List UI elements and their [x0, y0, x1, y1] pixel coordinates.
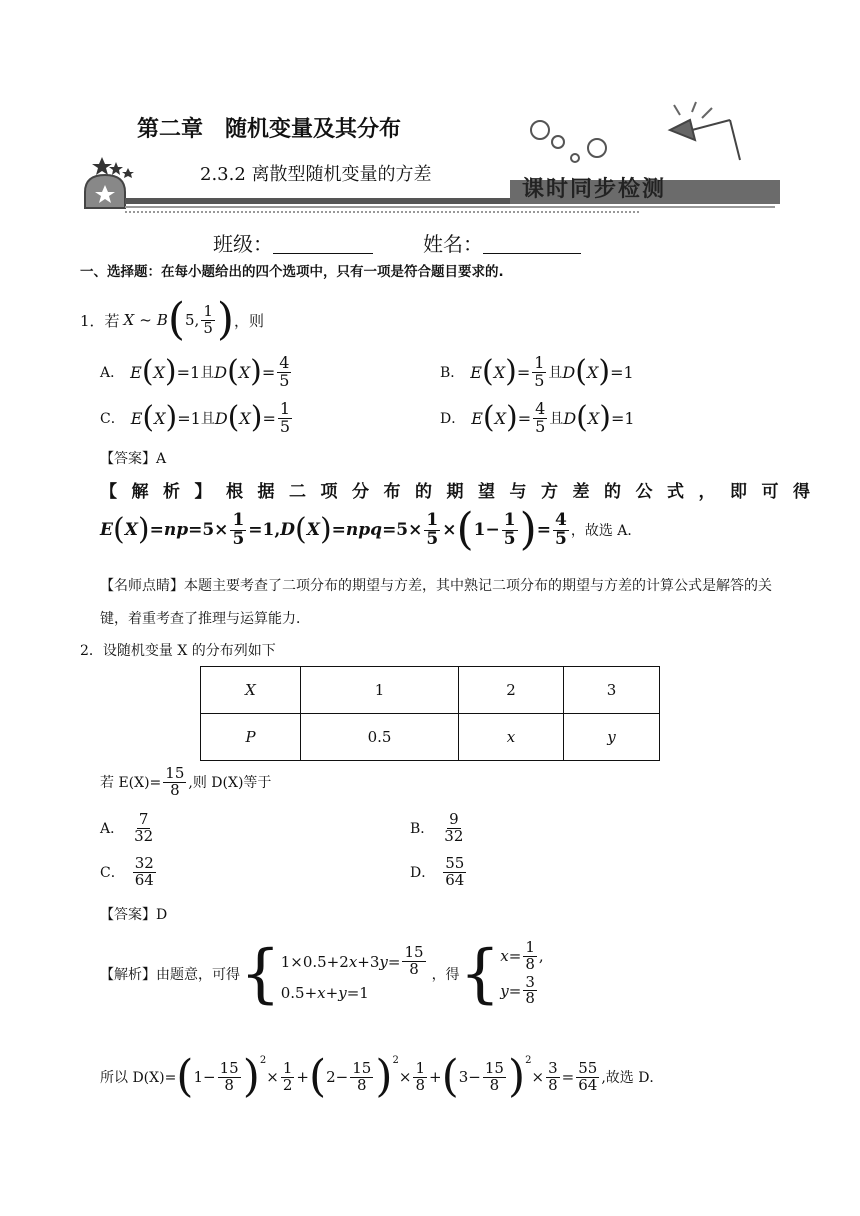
chapter-title: 第二章 随机变量及其分布 [137, 117, 402, 142]
table-cell: 0.5 [301, 714, 459, 761]
class-label: 班级： [213, 232, 273, 256]
q2-answer: 【答案】D [100, 907, 168, 923]
student-info-line [213, 228, 581, 257]
q1-stem: 1．若 X ~ B ( 5, $\frac{1}{5}$ ) ，则 [80, 294, 265, 345]
name-blank[interactable] [483, 231, 581, 254]
q1-analysis-formula: E ( X ) = np =5× $\frac{1}{5}$ =1, D ( X ) = npq =5× $\frac{1}{5}$ × ( 1− $\frac{1}{5}$ ) = $\frac{4}{5}$ ，故选 A． [100, 504, 642, 555]
q2-conclusion: 所以 D(X)= ( 1− $\frac{15}{8}$ ) $^2$ × $\frac{1}{2}$ + ( 2− $\frac{15}{8}$ ) $^2$ × $\frac{1}{8}$ + ( 3− $\frac{15}{8}$ ) $^2$ × $\frac{3}{8}$ = $\frac{55}{64}$ ,故选 D． [100, 1051, 664, 1102]
table-cell: 1 [301, 667, 459, 714]
class-blank[interactable] [273, 231, 373, 254]
bubble-icon [531, 121, 606, 162]
section-heading: 一、选择题：在每小题给出的四个选项中，只有一项是符合题目要求的. [80, 264, 504, 280]
q2-analysis: 【解析】由题意，可得 { 1×0.5+2 x +3 y = $\frac{15}{8}$ 0.5+ x + y =1 ，得 { x = $\frac{1}{8}$ , y = $\frac{3}{8}$ [100, 936, 544, 1011]
table-cell: y [564, 714, 660, 761]
q2-option-b[interactable]: B． $\frac{9}{32}$ [410, 810, 464, 845]
q1-option-a[interactable]: A． E ( X ) =1 且 D ( X ) = $\frac{4}{5}$ [100, 353, 290, 390]
header-banner-graphic [80, 100, 785, 215]
q1-option-c[interactable]: C． E ( X ) =1 且 D ( X ) = $\frac{1}{5}$ [100, 399, 291, 436]
table-row [201, 667, 660, 714]
banner-text: 课时同步检测 [522, 176, 667, 202]
distribution-table [200, 666, 660, 761]
q2-option-c[interactable]: C． $\frac{32}{64}$ [100, 854, 154, 889]
q1-option-d[interactable]: D． E ( X ) = $\frac{4}{5}$ 且 D ( X ) =1 [440, 399, 635, 436]
name-label: 姓名： [423, 232, 483, 256]
q2-option-d[interactable]: D． $\frac{55}{64}$ [410, 854, 465, 889]
table-cell: X [201, 667, 301, 714]
section-title: 2.3.2 离散型随机变量的方差 [200, 164, 432, 185]
q2-option-a[interactable]: A． $\frac{7}{32}$ [100, 810, 154, 845]
q2-stem: 2．设随机变量 X 的分布列如下 [80, 643, 276, 659]
table-cell: 3 [564, 667, 660, 714]
q1-analysis-label: 【解析】根据二项分布的期望与方差的公式，即可得 [100, 482, 825, 502]
q1-tip: 【名师点睛】本题主要考查了二项分布的期望与方差，其中熟记二项分布的期望与方差的计算公式是解答的关键，着重考查了推理与运算能力． [100, 578, 772, 627]
lamp-icon [670, 102, 740, 160]
table-row [201, 714, 660, 761]
table-cell: P [201, 714, 301, 761]
table-cell: 2 [459, 667, 564, 714]
q2-condition: 若 E(X)= $\frac{15}{8}$ ,则 D(X)等于 [100, 764, 272, 799]
table-cell: x [459, 714, 564, 761]
q1-option-b[interactable]: B． E ( X ) = $\frac{1}{5}$ 且 D ( X ) =1 [440, 353, 634, 390]
q1-answer: 【答案】A [100, 451, 167, 467]
